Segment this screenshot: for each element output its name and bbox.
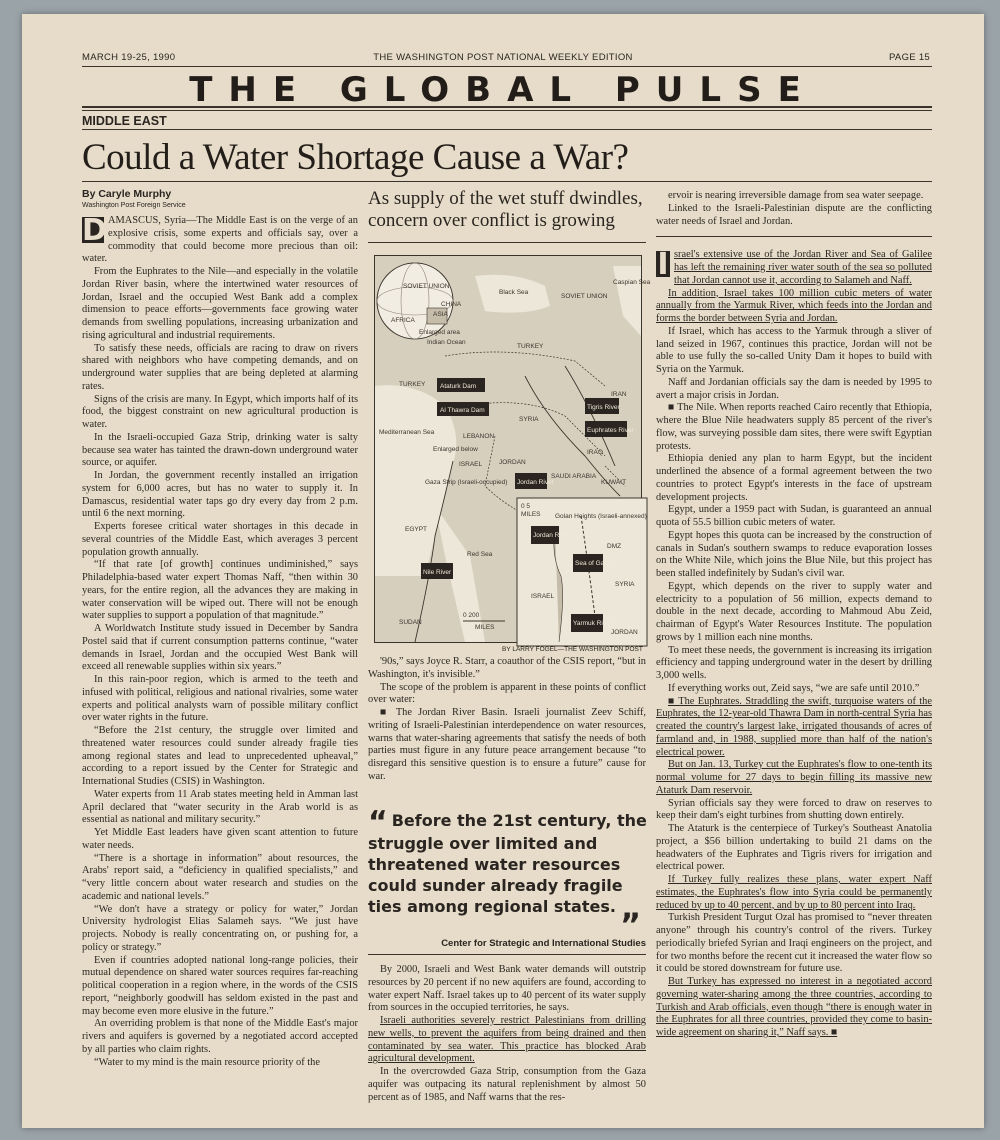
- label-jordan: JORDAN: [499, 459, 526, 466]
- paragraph: If Israel, which has access to the Yarmuk through a sliver of land seized in 1967, continues this practice, Jordan will not be able to use fully the so-called Unity Dam it hopes to build with Syria on the Yarmuk.: [656, 325, 932, 375]
- globe-label-enlarged: Enlarged area: [419, 329, 460, 336]
- pull-quote: [368, 805, 648, 917]
- pull-quote-rule: [368, 954, 646, 955]
- article-column-2-top: [368, 656, 646, 804]
- byline-role: Washington Post Foreign Service: [82, 202, 186, 209]
- label-red-sea: Red Sea: [467, 551, 493, 558]
- paragraph: By 2000, Israeli and West Bank water demands will outstrip resources by 20 percent if no new aquifers are found, according to water expert Naff. Israel takes up to 40 percent of its water supply from sources in the occupied territories, he says.: [368, 964, 646, 1014]
- label-turkey: TURKEY: [517, 343, 544, 350]
- column-2-bottom-paragraphs: [368, 964, 646, 1104]
- pull-quote-source: Center for Strategic and International Studies: [441, 938, 646, 949]
- inset-label-jordan: JORDAN: [611, 629, 638, 636]
- label-mediterranean: Mediterranean Sea: [379, 429, 435, 436]
- label-saudi: SAUDI ARABIA: [551, 473, 597, 480]
- column-3-paragraphs: [656, 190, 932, 228]
- issue-date: MARCH 19-25, 1990: [82, 52, 176, 63]
- drop-cap: D: [82, 213, 107, 248]
- masthead: THE GLOBAL PULSE: [189, 70, 817, 110]
- paragraph: If Turkey fully realizes these plans, water expert Naff estimates, the Euphrates's flow into Syria could be permanently reduced by up to 40 percent, and by up to 80 percent into Iraq.: [656, 874, 932, 911]
- paragraph: In this rain-poor region, which is armed to the teeth and infused with political, religious and national rivalries, some water experts and political analysts warn of possible military conflict over water rights in the future.: [82, 674, 358, 724]
- paragraph: From the Euphrates to the Nile—and especially in the volatile Jordan River basin, where the intertwined water resources of Jordan, Israel and the occupied West Bank add a complex dimension to peace efforts—governments face growing water demands from swelling populations, increasing urbanization and rising agricultural and industrial requirements.: [82, 266, 358, 341]
- lead-paragraph: [82, 215, 358, 266]
- headline-rule: [82, 181, 932, 182]
- paragraph: ■ The Nile. When reports reached Cairo recently that Ethiopia, where the Blue Nile headwaters supply 85 percent of the river's flow, was surveying possible dam sites, there were swift Egyptian protests.: [656, 402, 932, 452]
- lead-text: AMASCUS, Syria—The Middle East is on the verge of an explosive crisis, some experts and officials say, over a commodity that could become more precious than oil: water.: [82, 215, 358, 265]
- close-quote-mark: ”: [620, 906, 642, 944]
- paragraph: To meet these needs, the government is increasing its irrigation efficiency and tapping underground water in the desert by drilling 3,000 wells.: [656, 644, 932, 681]
- scale-miles: MILES: [475, 624, 495, 631]
- globe-label-china: CHINA: [441, 301, 462, 308]
- label-yarmuk: Yarmuk River: [573, 620, 612, 627]
- paragraph: Experts foresee critical water shortages in this decade in several countries of the Middle East, which averages 3 percent population growth annually.: [82, 521, 358, 558]
- paragraph: “Before the 21st century, the struggle over limited and threatened water resources could sunder already fragile ties among regional states and lead to unprecedented upheaval,” according to a report issued by the Center for Strategic and International Studies (CSIS) in Washington.: [82, 725, 358, 787]
- paragraph: Egypt hopes this quota can be increased by the construction of canals in Sudan's southern swamps to reduce evaporation losses on the White Nile, which joins the Blue Nile, but this project has been stalled indefinitely by Sudan's civil war.: [656, 529, 932, 579]
- label-turkey-west: TURKEY: [399, 381, 426, 388]
- article-column-1: [82, 215, 358, 1115]
- paragraph: The scope of the problem is apparent in these points of conflict over water:: [368, 681, 646, 706]
- column-3-break-rule: [656, 236, 932, 237]
- paragraph: Israeli authorities severely restrict Palestinians from drilling new wells, to prevent the aquifers from being drained and then contaminated by sea water. This practice has blocked Arab agricultural development.: [368, 1015, 646, 1065]
- headline: Could a Water Shortage Cause a War?: [82, 137, 629, 178]
- article-column-3: [656, 190, 932, 1115]
- label-tigris: Tigris River: [587, 404, 620, 411]
- paragraph: But Turkey has expressed no interest in a negotiated accord governing water-sharing among the three countries, according to Turkish and Arab officials, even though “there is enough water in the Euphrates for all three countries, provided they come to basin-wide agreement on sharing it,” Naff says. ■: [656, 976, 932, 1038]
- paragraph: ervoir is nearing irreversible damage from sea water seepage.: [668, 190, 924, 201]
- open-quote-mark: “: [368, 805, 388, 840]
- section-label: MIDDLE EAST: [82, 114, 167, 128]
- paragraph: In Jordan, the government recently installed an irrigation system for 6,000 acres, but has no water to supply it. In Damascus, residential water taps go dry every day from 2 p.m. until 6 the next morning.: [82, 470, 358, 520]
- label-dmz: DMZ: [607, 543, 622, 550]
- column-3-drop-cap: I: [657, 247, 669, 283]
- top-rule: [82, 66, 932, 67]
- paragraph: '90s,” says Joyce R. Starr, a coauthor of the CSIS report, “but in Washington, it's invisible.”: [368, 656, 646, 680]
- label-althawra-dam: Al Thawra Dam: [440, 407, 485, 414]
- column-3-more-paragraphs: [656, 288, 932, 1040]
- label-lebanon: LEBANON: [463, 433, 495, 440]
- scale-main: 0 200: [463, 612, 480, 619]
- paragraph: In addition, Israel takes 100 million cubic meters of water annually from the Yarmuk River, which feeds into the Jordan and forms the border between Syria and Jordan.: [656, 287, 932, 324]
- paragraph: Egypt, which depends on the river to supply water and electricity to a population of 56 million, expects demand to double in the next decade, according to Mahmoud Abu Zeid, chairman of Egypt's Water Resources Institute. The population grows by 1 million each nine months.: [656, 580, 932, 643]
- label-iran: IRAN: [611, 391, 627, 398]
- paragraph: To satisfy these needs, officials are racing to draw on rivers shared with neighbors who have competing demands, and on underground water supplies that are being depleted at alarming rates.: [82, 342, 358, 392]
- label-israel: ISRAEL: [459, 461, 483, 468]
- inset-scale-miles: MILES: [521, 511, 541, 518]
- pull-quote-text: Before the 21st century, the struggle over limited and threatened water resources could sunder already fragile ties among regional states.: [368, 811, 647, 916]
- label-iraq: IRAQ: [587, 449, 603, 456]
- paragraph: Linked to the Israeli-Palestinian dispute are the conflicting water needs of Israel and Jordan.: [656, 202, 932, 227]
- paragraph: Naff and Jordanian officials say the dam is needed by 1995 to avert a major crisis in Jordan.: [656, 376, 932, 401]
- globe-label-asia: ASIA: [433, 311, 448, 318]
- label-gaza: Gaza Strip (Israeli-occupied): [425, 479, 508, 486]
- globe-label-soviet: SOVIET UNION: [403, 283, 450, 290]
- article-column-2-bottom: [368, 964, 646, 1114]
- label-euphrates: Euphrates River: [587, 427, 634, 434]
- paragraph: Signs of the crisis are many. In Egypt, which imports half of its food, the biggest constraint on new agricultural production is water.: [82, 393, 358, 430]
- column-1-paragraphs: [82, 266, 358, 1069]
- paragraph: If everything works out, Zeid says, “we are safe until 2010.”: [668, 682, 920, 694]
- masthead-rule: [82, 106, 932, 108]
- byline: By Caryle Murphy: [82, 188, 172, 200]
- paragraph: Water experts from 11 Arab states meeting held in Amman last April declared that “water security in the Arab world is as essential as national and military security.”: [82, 788, 358, 826]
- inset-label-syria: SYRIA: [615, 581, 635, 588]
- inset-scale: 0 5: [521, 503, 531, 510]
- label-jordan-river: Jordan River: [517, 479, 554, 486]
- inset-label-jordan-river: Jordan River: [533, 532, 570, 539]
- label-kuwait: KUWAIT: [601, 479, 627, 486]
- region-map: [374, 255, 651, 643]
- inset-label-israel: ISRAEL: [531, 593, 555, 600]
- paragraph: Yet Middle East leaders have given scant attention to future water needs.: [82, 827, 358, 851]
- label-ataturk-dam: Ataturk Dam: [440, 383, 477, 390]
- page-number: PAGE 15: [889, 52, 930, 63]
- label-soviet-union: SOVIET UNION: [561, 293, 608, 300]
- newspaper-page: [22, 14, 984, 1128]
- paragraph: An overriding problem is that none of the Middle East's major rivers and aquifers is governed by a negotiated accord accepted by all parties who claim rights.: [82, 1018, 358, 1055]
- paragraph: ■ The Jordan River Basin. Israeli journalist Zeev Schiff, writing of Israeli-Palestinian interdependence on water resources, warns that water-sharing agreements that satisfy the needs of both parties must figure in any future peace arrangement because “to disregard this sensitive question is to ensure a future” cause for war.: [368, 707, 646, 782]
- column-3-lead: [656, 249, 932, 287]
- column-2-paragraphs: [368, 656, 646, 784]
- paragraph: Egypt, under a 1959 pact with Sudan, is guaranteed an annual quota of 55.5 billion cubic meters of water.: [656, 504, 932, 528]
- label-sudan: SUDAN: [399, 619, 422, 626]
- paragraph: In the Israeli-occupied Gaza Strip, drinking water is salty because sea water has tainted the drawn-down underground water source, or aquifer.: [82, 431, 358, 469]
- paragraph: In the overcrowded Gaza Strip, consumption from the Gaza aquifer was outpacing its natural replenishment by almost 50 percent as of 1985, and Naff warns that the res-: [368, 1066, 646, 1103]
- map-credit: BY LARRY FOGEL—THE WASHINGTON POST: [502, 646, 643, 653]
- paragraph: But on Jan. 13, Turkey cut the Euphrates's flow to one-tenth its normal volume for 27 days to begin filling its massive new Ataturk Dam reservoir.: [656, 759, 932, 796]
- paragraph: “If that rate [of growth] continues undiminished,” says Philadelphia-based water expert Thomas Naff, “then within 30 years, for the entire region, all the advances they are making in water conservation will be wiped out. There will not be enough water supplies to support a population of that magnitude.”: [82, 559, 358, 622]
- deck-headline: As supply of the wet stuff dwindles, concern over conflict is growing: [368, 188, 643, 231]
- label-egypt: EGYPT: [405, 526, 428, 533]
- label-enlarged-below: Enlarged below: [433, 446, 478, 453]
- column-3-lead-text: srael's extensive use of the Jordan River and Sea of Galilee has left the remaining river water south of the sea so polluted that Jordan cannot use it, according to Salameh and Naff.: [674, 249, 932, 286]
- label-caspian: Caspian Sea: [613, 279, 651, 286]
- paragraph: “We don't have a strategy or policy for water,” Jordan University hydrologist Elias Salameh says. “We just have projects. Nobody is really concentrating on, or pushing for, a policy or strategy.”: [82, 903, 358, 953]
- section-rule: [82, 129, 932, 130]
- publication-name: THE WASHINGTON POST NATIONAL WEEKLY EDITION: [373, 52, 633, 63]
- globe-label-indian: Indian Ocean: [427, 339, 466, 346]
- label-sea-of-galilee: Sea of Galilee: [575, 560, 616, 567]
- label-black-sea: Black Sea: [499, 289, 529, 296]
- paragraph: A Worldwatch Institute study issued in December by Sandra Postel said that if current consumption patterns continue, “water demands in Israel, Jordan and the occupied West Bank will exceed all renewable supplies within six years.”: [82, 623, 358, 673]
- globe-label-africa: AFRICA: [391, 317, 415, 324]
- label-golan: Golan Heights (Israeli-annexed): [555, 513, 647, 520]
- paragraph: Even if countries adopted national long-range policies, their mutual dependence on shared water sources requires far-reaching political cooperation in a region where, in the words of the CSIS report, “neighborly goodwill has seldom existed in the past and may become even more elusive in the future.”: [82, 954, 358, 1017]
- label-nile: Nile River: [423, 569, 452, 576]
- label-syria: SYRIA: [519, 416, 539, 423]
- paragraph: Syrian officials say they were forced to draw on reserves to keep their dam's eight turbines from shutting down entirely.: [656, 797, 932, 822]
- masthead-rule-thin: [82, 110, 932, 111]
- paragraph: The Ataturk is the centerpiece of Turkey's Southeast Anatolia project, a $56 billion undertaking to build 21 dams on the headwaters of the Euphrates and Tigris rivers for irrigation and electrical power.: [656, 823, 932, 873]
- paragraph: Ethiopia denied any plan to harm Egypt, but the incident underlined the absence of a formal agreement between the two countries to protect Egypt's interests in the face of upstream development projects.: [656, 453, 932, 503]
- paragraph: Turkish President Turgut Ozal has promised to “never threaten anyone” through his country's control of the rivers. Turkey periodically briefed Syrian and Iraqi engineers on the project, and for two months before the recent cut it increased the water flow so it could be stored downstream for future use.: [656, 912, 932, 975]
- paragraph: “Water to my mind is the main resource priority of the: [94, 1056, 320, 1068]
- paragraph: ■ The Euphrates. Straddling the swift, turquoise waters of the Euphrates, the 12-year-old Thawra Dam in north-central Syria has created the country's largest lake, irrigated thousands of acres of farmland and, in 1988, supplied more than half of the nation's electrical power.: [656, 695, 932, 758]
- deck-rule: [368, 242, 646, 243]
- paragraph: “There is a shortage in information” about resources, the Arabs' report said, a “deficiency in qualified specialists,” and “very little concern about water research and studies on the academic and national levels.”: [82, 852, 358, 902]
